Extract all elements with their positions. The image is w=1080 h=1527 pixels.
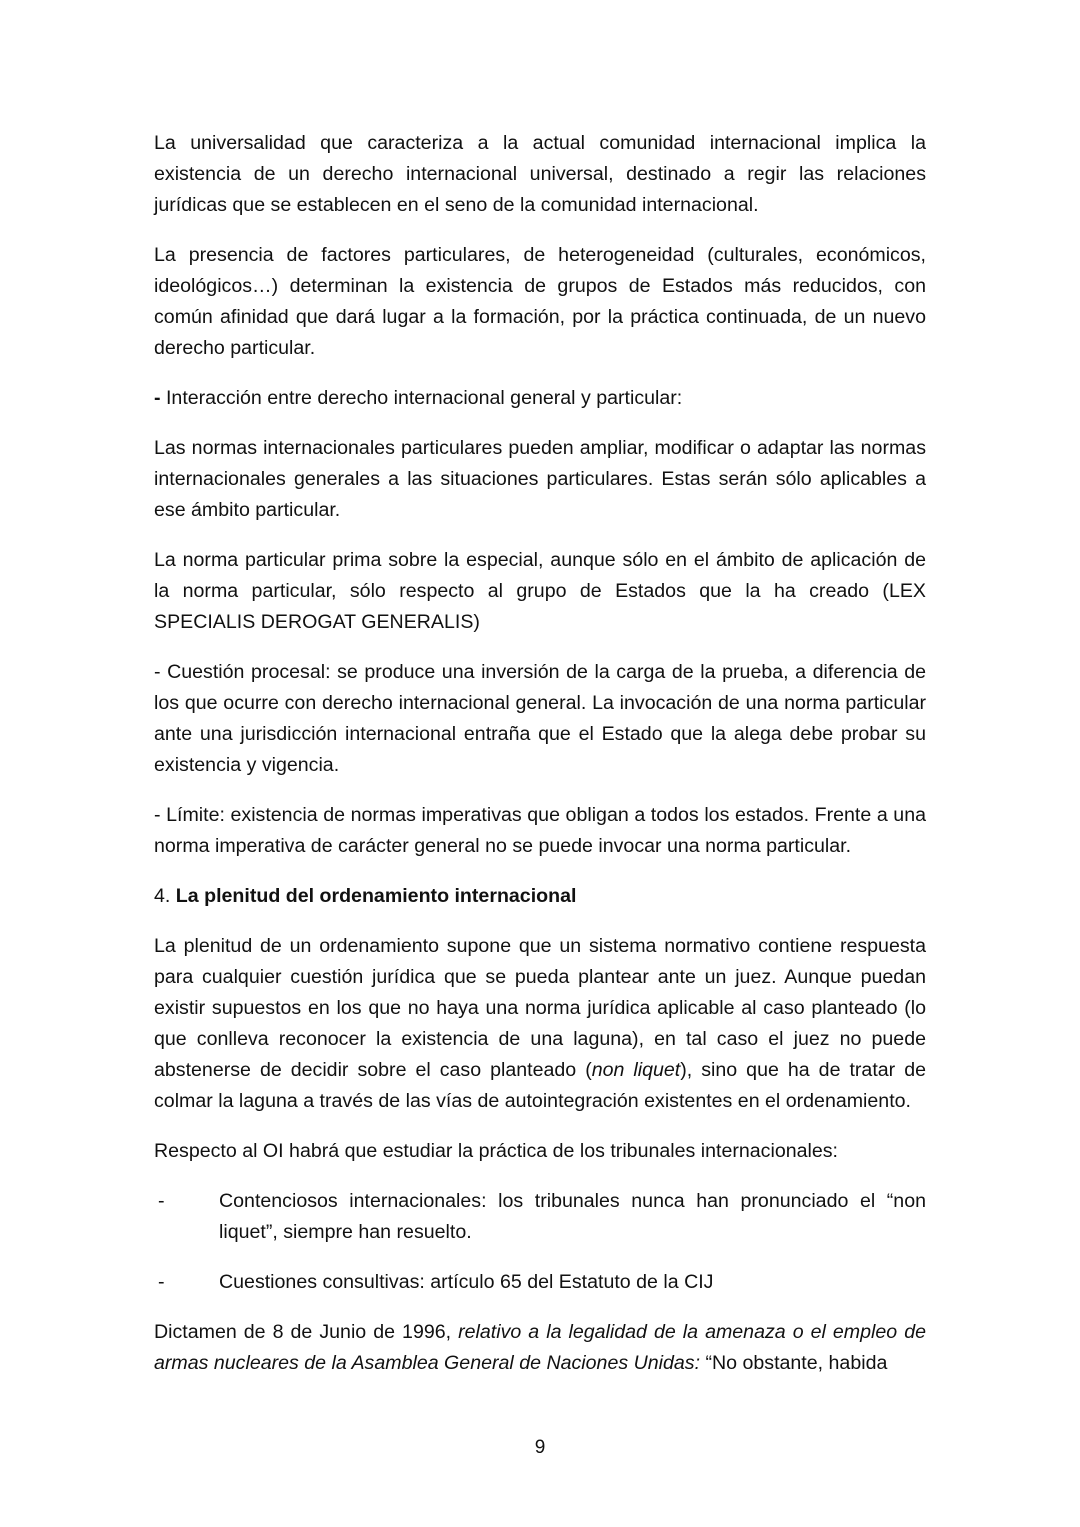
practice-list — [154, 1186, 926, 1298]
list-dash: - — [158, 1190, 165, 1212]
list-item-text: Contenciosos internacionales: los tribunales nunca han pronunciado el “non liquet”, siempre han resuelto. — [219, 1190, 926, 1243]
plenitud-text-b: ), sino que ha de tratar de colmar la laguna a través de las vías de autointegración existentes en el ordenamiento. — [154, 1059, 926, 1112]
interaccion-dash: - — [154, 387, 161, 409]
list-item — [154, 1267, 926, 1298]
plenitud-italic: non liquet — [591, 1059, 681, 1081]
plenitud-text-a: La plenitud de un ordenamiento supone que un sistema normativo contiene respuesta para cualquier cuestión jurídica que se pueda plantear ante un juez. Aunque puedan existir supuestos en los que no haya una norma jurídica aplicable al caso planteado (lo que conlleva reconocer la existencia de una laguna), en tal caso el juez no puede abstenerse de decidir sobre el caso planteado ( — [154, 935, 926, 1081]
list-item-text: Cuestiones consultivas: artículo 65 del Estatuto de la CIJ — [219, 1271, 714, 1293]
paragraph-respecto-oi: Respecto al OI habrá que estudiar la práctica de los tribunales internacionales: — [154, 1140, 839, 1162]
paragraph-cuestion-procesal: - Cuestión procesal: se produce una inversión de la carga de la prueba, a diferencia de los que ocurre con derecho internacional general. La invocación de una norma particular ante una jurisdicción internacional entraña que el Estado que la alega debe probar su existencia y vigencia. — [154, 661, 926, 776]
interaccion-text: Interacción entre derecho internacional general y particular: — [160, 387, 683, 409]
document-page — [154, 128, 926, 1398]
dictamen-text-b: “No obstante, habida — [700, 1352, 888, 1374]
heading-number: 4. — [154, 885, 176, 907]
paragraph-heterogeneidad: La presencia de factores particulares, de heterogeneidad (culturales, económicos, ideológicos…) determinan la existencia de grupos de Estados más reducidos, con común afinidad que dará lugar a la formación, por la práctica continuada, de un nuevo derecho particular. — [154, 244, 926, 359]
list-item — [154, 1186, 926, 1248]
heading-title: La plenitud del ordenamiento internacional — [175, 885, 577, 907]
section-heading — [154, 881, 926, 912]
paragraph-lex-specialis: La norma particular prima sobre la especial, aunque sólo en el ámbito de aplicación de la norma particular, sólo respecto al grupo de Estados que la ha creado (LEX SPECIALIS DEROGAT GENERALIS) — [154, 549, 926, 633]
paragraph-interaccion — [154, 383, 926, 414]
list-dash: - — [158, 1271, 165, 1293]
paragraph-universalidad: La universalidad que caracteriza a la actual comunidad internacional implica la existencia de un derecho internacional universal, destinado a regir las relaciones jurídicas que se establecen en el seno de la comunidad internacional. — [154, 132, 926, 216]
page-number: 9 — [534, 1437, 546, 1458]
paragraph-normas-particulares: Las normas internacionales particulares pueden ampliar, modificar o adaptar las normas internacionales generales a las situaciones particulares. Estas serán sólo aplicables a ese ámbito particular. — [154, 437, 926, 521]
paragraph-dictamen — [154, 1317, 926, 1379]
paragraph-limite: - Límite: existencia de normas imperativas que obligan a todos los estados. Frente a una norma imperativa de carácter general no se puede invocar una norma particular. — [154, 804, 926, 857]
paragraph-plenitud — [154, 931, 926, 1117]
dictamen-text-a: Dictamen de 8 de Junio de 1996, — [154, 1321, 459, 1343]
dictamen-italic: relativo a la legalidad de la amenaza o el empleo de armas nucleares de la Asamblea General de Naciones Unidas: — [154, 1321, 926, 1374]
